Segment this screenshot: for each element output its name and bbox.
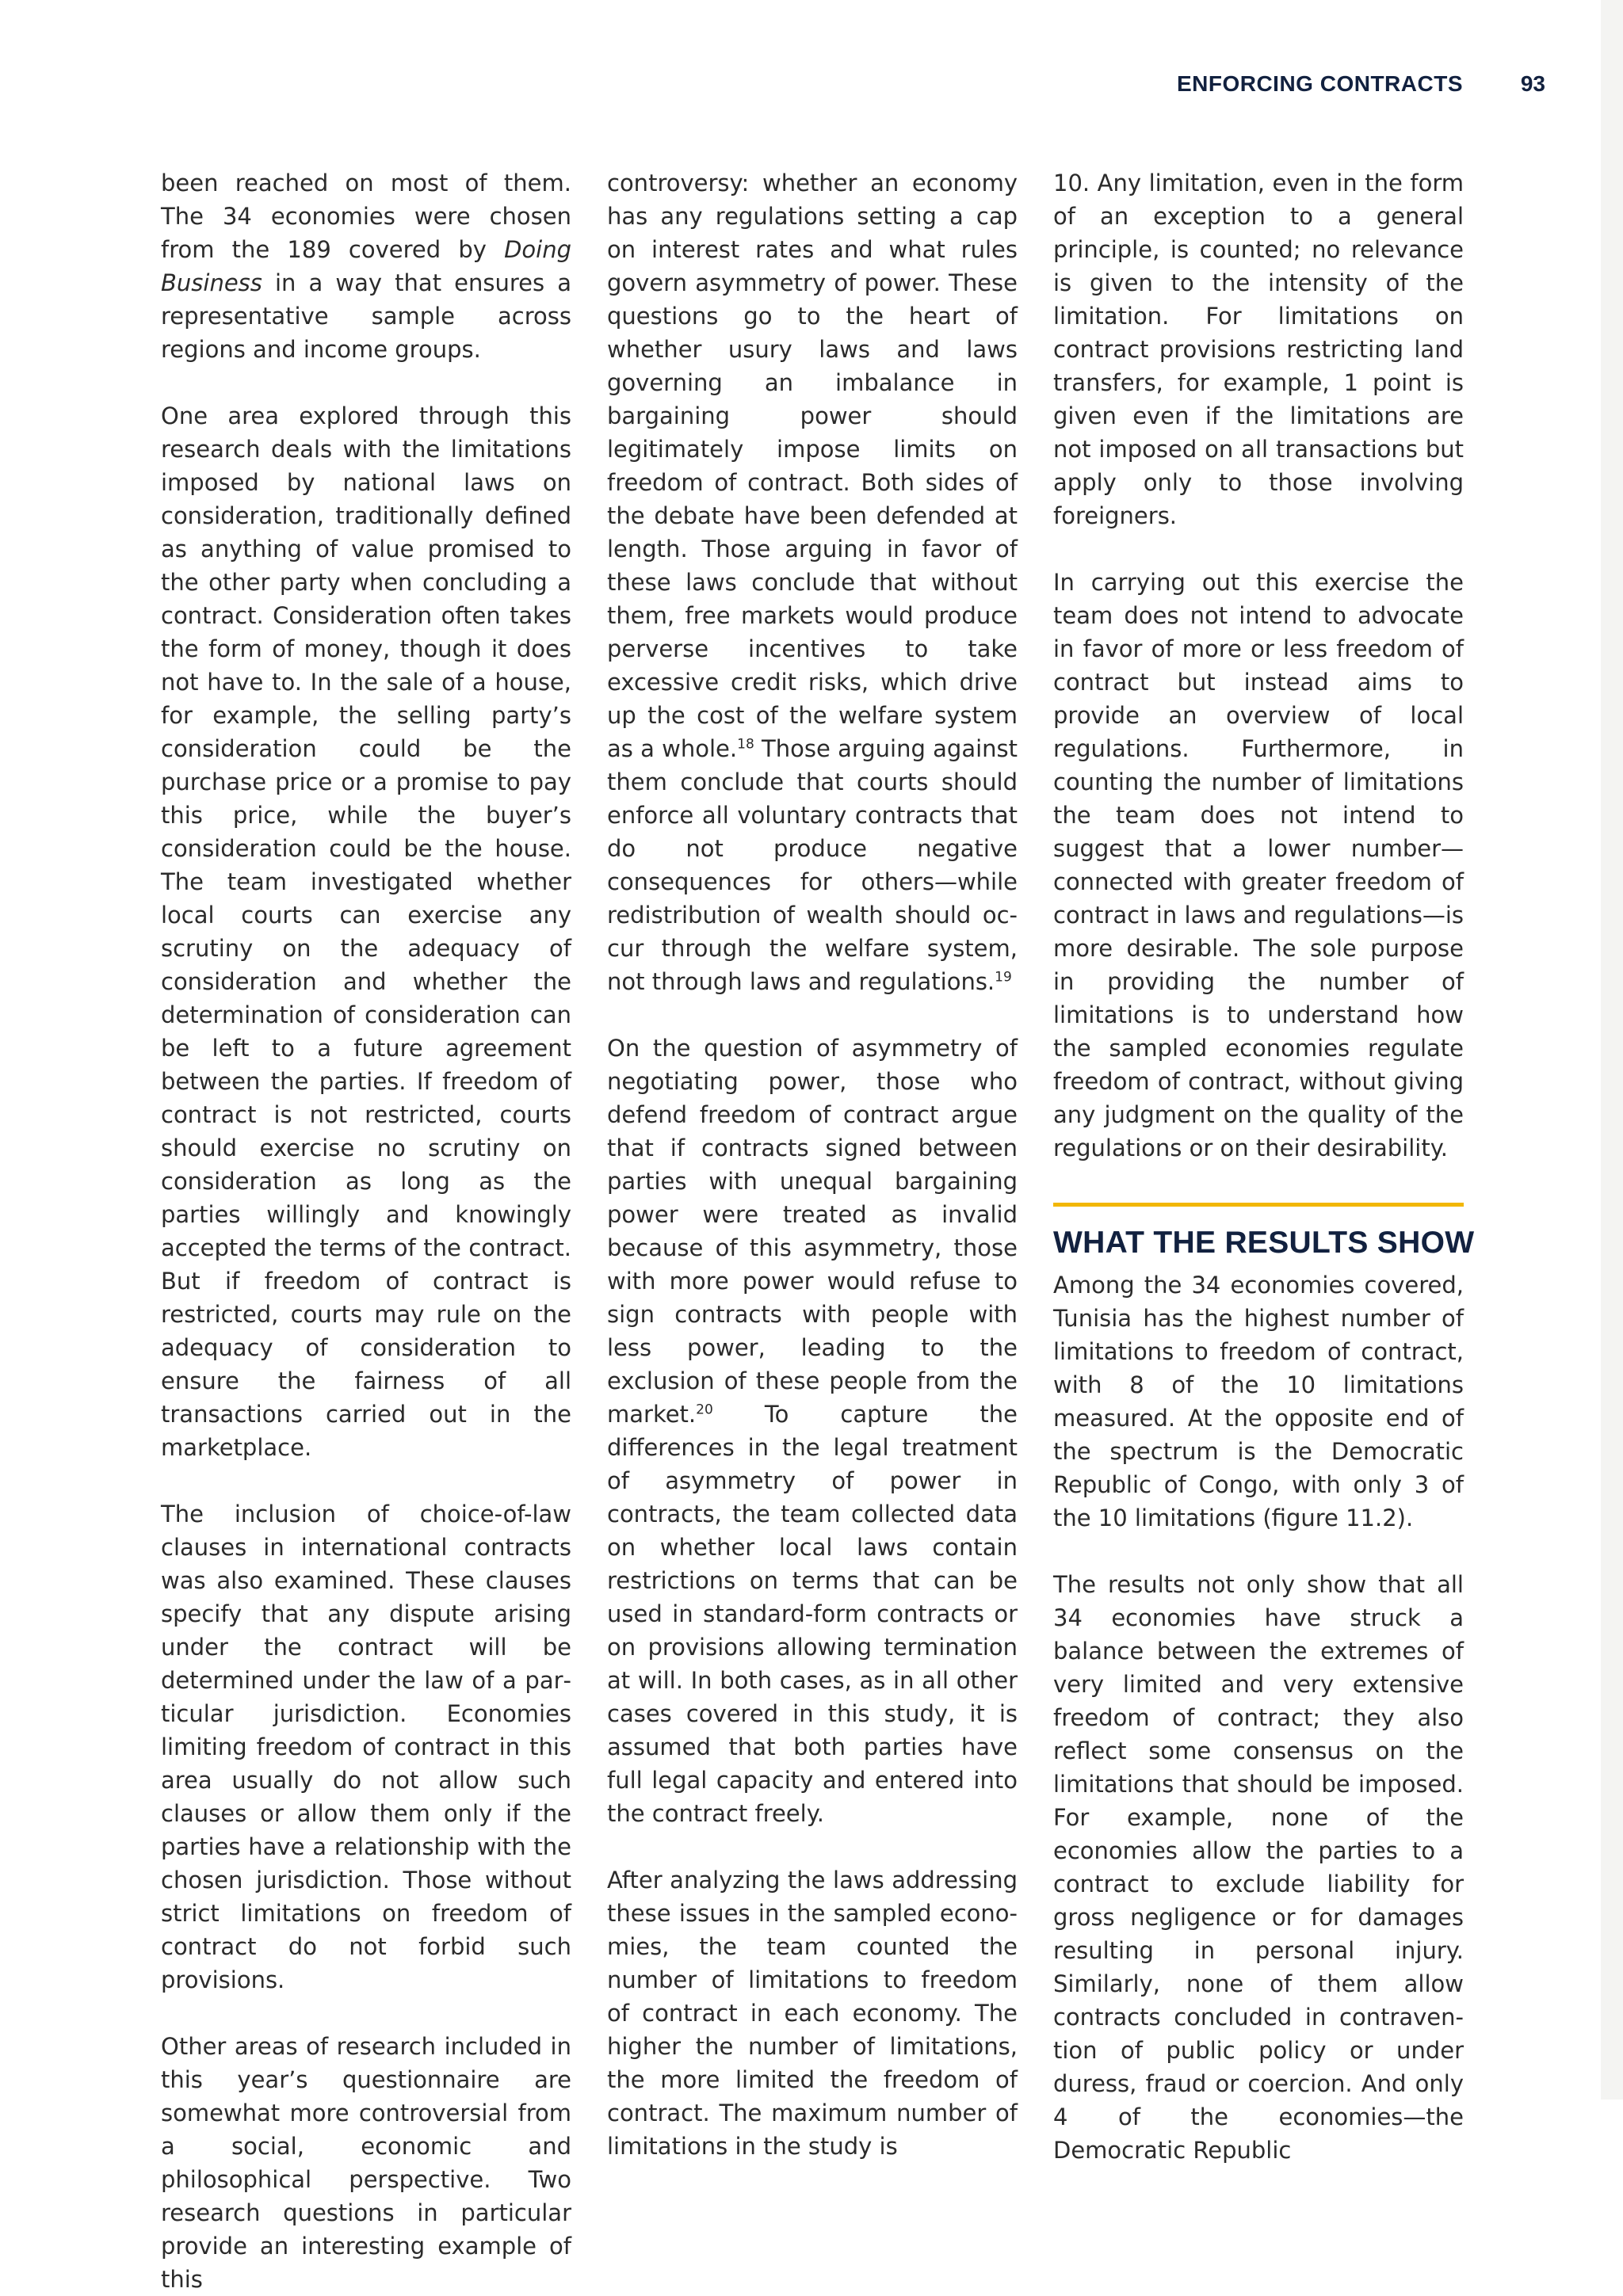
footnote-ref: 19 <box>995 969 1012 986</box>
section-title: ENFORCING CONTRACTS <box>1176 71 1463 96</box>
page-number: 93 <box>1520 71 1545 96</box>
paragraph: Other areas of research included in this year’s questionnaire are somewhat more controversial from a social, economic and philosophical perspective. Two research questions in particular provide an interesting example of this <box>161 2033 571 2293</box>
paragraph: The inclusion of choice-of-law clauses in international contracts was also examined. These clauses specify that any dispute arising under the contract will be determined under the law of a particular jurisdiction. Economies limiting freedom of contract in this area usually do not allow such clauses or allow them only if the parties have a relationship with the chosen jurisdiction. Those without strict limitations on freedom of contract do not forbid such provisions. <box>161 1501 571 1993</box>
text-column-3 <box>1053 166 1475 2164</box>
paragraph: After analyzing the laws addressing these issues in the sampled economies, the team counted the number of limitations to freedom of contract in each economy. The higher the number of limitations, the more limited the freedom of contract. The maximum number of limitations in the study is <box>607 1867 1018 2160</box>
section-heading: WHAT THE RESULTS SHOW <box>1053 1226 1475 1260</box>
text-column-2 <box>607 166 1018 2160</box>
paragraph: The results not only show that all 34 economies have struck a balance between the extremes of very limited and very extensive freedom of contract; they also reflect some consensus on the limitations that should be imposed. For example, none of the economies allow the parties to a contract to exclude liability for gross negligence or for damages resulting in personal injury. Similarly, none of them allow contracts concluded in contravention of public policy or under duress, fraud or coercion. And only 4 of the economies—the Democratic Republic <box>1053 1571 1464 2164</box>
page-edge-shadow <box>1601 0 1623 2100</box>
paragraph: Among the 34 economies covered, Tunisia has the highest number of limitations to freedom of contract, with 8 of the 10 limitations measured. At the opposite end of the spectrum is the Democratic Republic of Congo, with only 3 of the 10 limitations (figure 11.2). <box>1053 1272 1464 1531</box>
footnote-ref: 18 <box>737 736 754 753</box>
paragraph: One area explored through this research deals with the limitations imposed by national laws on consideration, traditionally defined as anything of value promised to the other party when concluding a contract. Consideration often takes the form of money, though it does not have to. In the sale of a house, for example, the selling party’s consideration could be the purchase price or a promise to pay this price, while the buyer’s consideration could be the house. The team investigated whether local courts can exercise any scrutiny on the adequacy of consideration and whether the determination of consideration can be left to a future agreement between the parties. If freedom of contract is not restricted, courts should exercise no scrutiny on consideration as long as the parties willingly and knowingly accepted the terms of the contract. But if freedom of contract is restricted, courts may rule on the adequacy of consideration to ensure the fairness of all transactions carried out in the marketplace. <box>161 402 571 1461</box>
paragraph: been reached on most of them. The 34 economies were chosen from the 189 covered by Doing Business in a way that ensures a representative sample across regions and income groups. <box>161 170 572 363</box>
running-header <box>1157 71 1545 103</box>
footnote-ref: 20 <box>696 1402 713 1418</box>
publication-title: Doing Business <box>161 236 571 296</box>
paragraph: 10. Any limitation, even in the form of an exception to a general principle, is counted; no relevance is given to the intensity of the limitation. For limitations on contract provisions restricting land transfers, for example, 1 point is given even if the limitations are not imposed on all transactions but apply only to those involving foreigners. <box>1053 170 1464 529</box>
paragraph: In carrying out this exercise the team does not intend to advocate in favor of more or less freedom of contract but instead aims to provide an overview of local regulations. Furthermore, in counting the number of limitations the team does not intend to suggest that a lower number—connected with greater freedom of contract in laws and regulations—is more desirable. The sole purpose in providing the number of limitations is to understand how the sampled economies regulate freedom of contract, without giving any judgment on the quality of the regulations or on their desirability. <box>1053 569 1464 1161</box>
text-column-1 <box>161 166 572 2293</box>
paragraph: controversy: whether an economy has any regulations setting a cap on interest rates and what rules govern asymmetry of power. These questions go to the heart of whether usury laws and laws governing an imbalance in bargaining power should legitimately impose limits on freedom of contract. Both sides of the debate have been defended at length. Those arguing in favor of these laws conclude that without them, free markets would produce perverse incentives to take excessive credit risks, which drive up the cost of the welfare system as a whole.$^{18}$ Those arguing against them conclude that courts should enforce all voluntary contracts that do not produce negative consequences for others—while redistribution of wealth should occur through the welfare system, not through laws and regulations.$^{19}$ <box>607 170 1018 995</box>
paragraph: On the question of asymmetry of negotiating power, those who defend freedom of contract argue that if contracts signed between parties with unequal bargaining power were treated as invalid because of this asymmetry, those with more power would refuse to sign contracts with people with less power, leading to the exclusion of these people from the market.$^{20}$ To capture the differences in the legal treatment of asymmetry of power in contracts, the team collected data on whether local laws contain restrictions on terms that can be used in standard-form contracts or on provisions allowing termination at will. In both cases, as in all other cases covered in this study, it is assumed that both parties have full legal capacity and entered into the contract freely. <box>607 1035 1018 1827</box>
section-divider-rule <box>1053 1203 1464 1207</box>
